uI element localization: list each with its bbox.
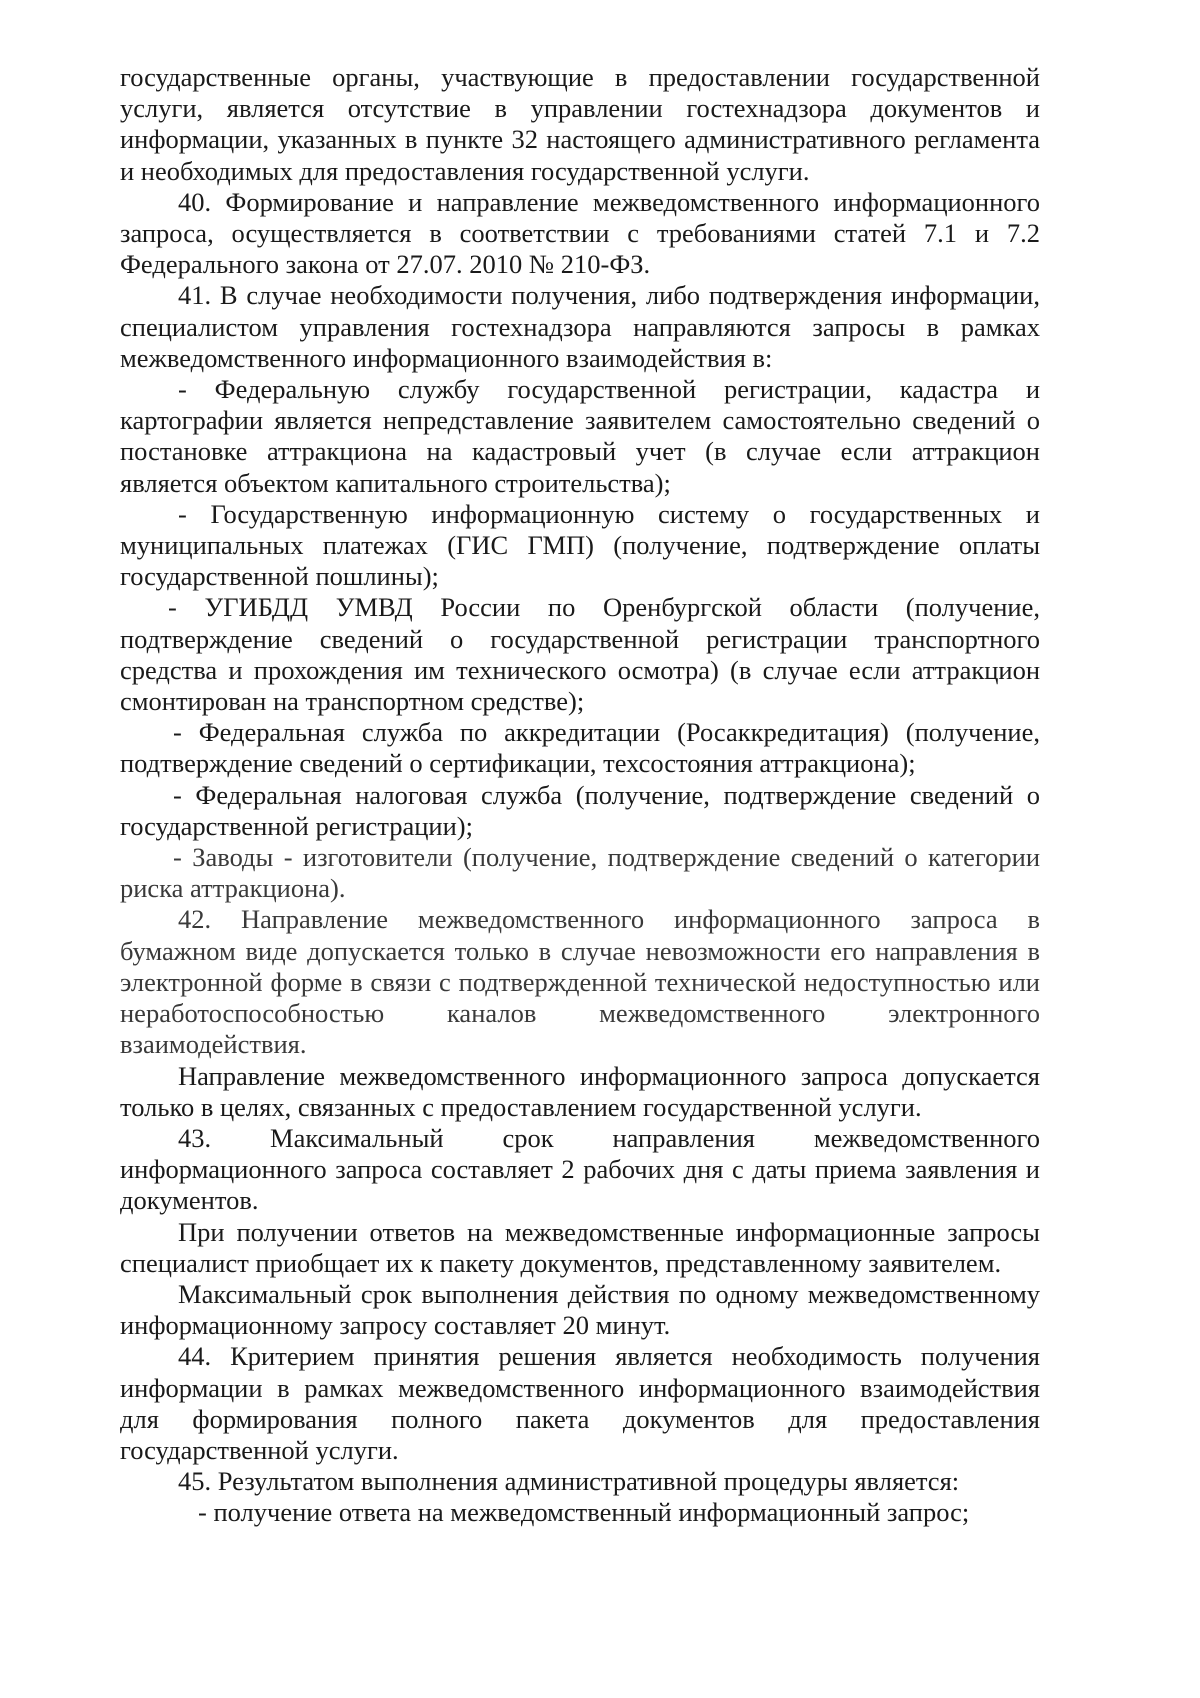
list-item-manufacturers: - Заводы - изготовители (получение, подтверждение сведений о категории риска аттракциона). (120, 842, 1040, 904)
paragraph-continuation: государственные органы, участвующие в предоставлении государственной услуги, является отсутствие в управлении гостехнадзора документов и информации, указанных в пункте 32 настоящего административного регламента и необходимых для предоставления государственной услуги. (120, 62, 1040, 186)
paragraph-42: 42. Направление межведомственного информационного запроса в бумажном виде допускается только в случае невозможности его направления в электронной форме в связи с подтвержденной технической недоступностью или неработоспособностью каналов межведомственного электронного взаимодействия. (120, 904, 1040, 1060)
paragraph-43-responses: При получении ответов на межведомственные информационные запросы специалист приобщает их к пакету документов, представленному заявителем. (120, 1216, 1040, 1278)
list-item-response: - получение ответа на межведомственный информационный запрос; (198, 1497, 970, 1528)
list-item-rosakkreditatsiya: - Федеральная служба по аккредитации (Росаккредитация) (получение, подтверждение сведений о сертификации, техсостояния аттракциона); (120, 717, 1040, 779)
paragraph-43-time: Максимальный срок выполнения действия по одному межведомственному информационному запросу составляет 20 минут. (120, 1278, 1040, 1341)
paragraph-43: 43. Максимальный срок направления межведомственного информационного запроса составляет 2 рабочих дня с даты приема заявления и документов. (120, 1122, 1040, 1216)
paragraph-45: 45. Результатом выполнения административной процедуры является: (178, 1466, 960, 1497)
paragraph-42-note: Направление межведомственного информационного запроса допускается только в целях, связанных с предоставлением государственной услуги. (120, 1060, 1040, 1122)
list-item-rosreestr: - Федеральную службу государственной регистрации, кадастра и картографии является непредставление заявителем самостоятельно сведений о постановке аттракциона на кадастровый учет (в случае если аттракцион является объектом капитального строительства); (120, 374, 1040, 498)
document-body (120, 62, 1040, 1529)
list-item-fns: - Федеральная налоговая служба (получение, подтверждение сведений о государственной регистрации); (120, 779, 1040, 841)
list-item-gis-gmp: - Государственную информационную систему о государственных и муниципальных платежах (ГИС ГМП) (получение, подтверждение оплаты государственной пошлины); (120, 498, 1040, 592)
paragraph-44: 44. Критерием принятия решения является необходимость получения информации в рамках межведомственного информационного взаимодействия для формирования полного пакета документов для предоставления государственной услуги. (120, 1341, 1040, 1465)
list-item-ugibdd: - УГИБДД УМВД России по Оренбургской области (получение, подтверждение сведений о государственной регистрации транспортного средства и прохождения им технического осмотра) (в случае если аттракцион смонтирован на транспортном средстве); (120, 592, 1040, 717)
paragraph-41: 41. В случае необходимости получения, либо подтверждения информации, специалистом управления гостехнадзора направляются запросы в рамках межведомственного информационного взаимодействия в: (120, 280, 1040, 373)
paragraph-40: 40. Формирование и направление межведомственного информационного запроса, осуществляется в соответствии с требованиями статей 7.1 и 7.2 Федерального закона от 27.07. 2010 № 210-ФЗ. (120, 186, 1040, 280)
